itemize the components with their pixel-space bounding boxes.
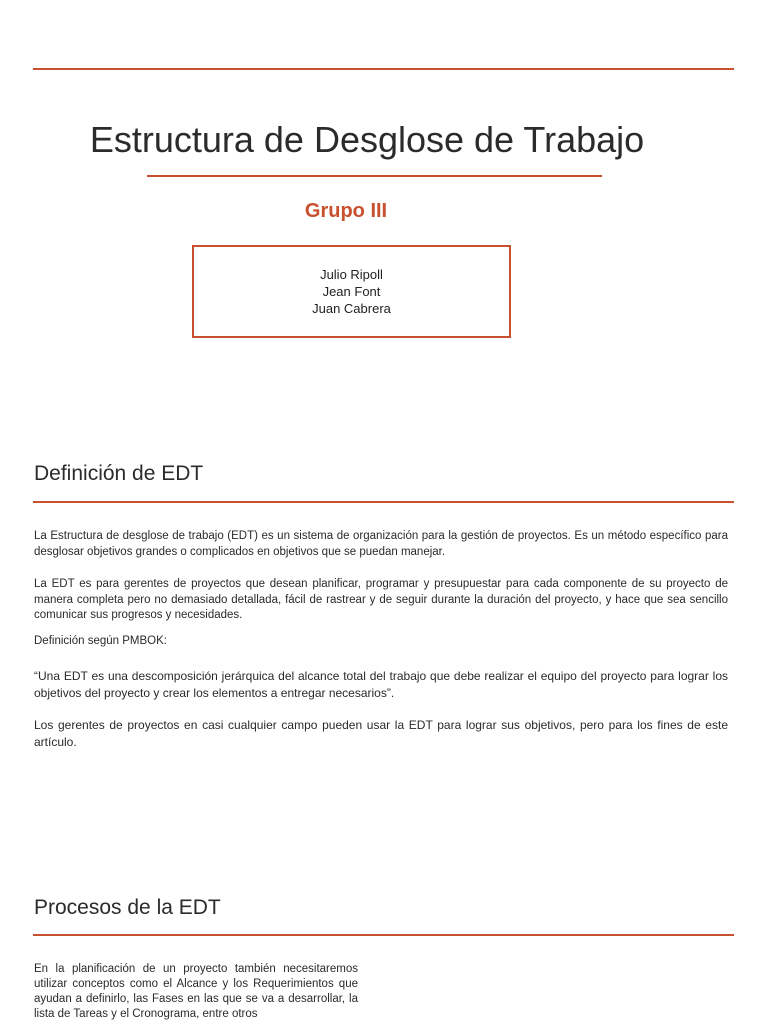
section-divider xyxy=(33,934,734,936)
paragraph: Definición según PMBOK: xyxy=(34,635,167,647)
pmbok-quote: “Una EDT es una descomposición jerárquica del alcance total del trabajo que debe realizar el equipo del proyecto para lograr los objetivos del proyecto y crear los elementos a entregar necesarios”. xyxy=(34,669,728,700)
section-heading-procesos: Procesos de la EDT xyxy=(34,896,221,919)
member-name: Jean Font xyxy=(322,284,381,299)
members-box xyxy=(192,245,511,338)
section-heading-definicion: Definición de EDT xyxy=(34,462,204,485)
paragraph: Los gerentes de proyectos en casi cualquier campo pueden usar la EDT para lograr sus objetivos, pero para los fines de este artículo. xyxy=(34,718,728,749)
title-underline xyxy=(147,175,602,177)
top-divider xyxy=(33,68,734,70)
member-name: Julio Ripoll xyxy=(320,267,383,282)
section-divider xyxy=(33,501,734,503)
paragraph: La EDT es para gerentes de proyectos que desean planificar, programar y presupuestar para cada componente de su proyecto de manera completa pero no demasiado detallada, fácil de rastrear y de seguir durante la duración del proyecto, y hace que sea sencillo comunicar sus progresos y necesidades. xyxy=(34,578,728,621)
member-name: Juan Cabrera xyxy=(312,301,391,316)
paragraph: La Estructura de desglose de trabajo (EDT) es un sistema de organización para la gestión de proyectos. Es un método específico para desglosar objetivos grandes o complicados en objetivos que se puedan manejar. xyxy=(34,530,728,558)
group-subtitle: Grupo III xyxy=(304,200,388,222)
paragraph: En la planificación de un proyecto también necesitaremos utilizar conceptos como el Alcance y los Requerimientos que ayudan a definirlo, las Fases en las que se va a desarrollar, la lista de Tareas y el Cronograma, entre otros xyxy=(34,963,358,1020)
document-title: Estructura de Desglose de Trabajo xyxy=(89,119,645,160)
